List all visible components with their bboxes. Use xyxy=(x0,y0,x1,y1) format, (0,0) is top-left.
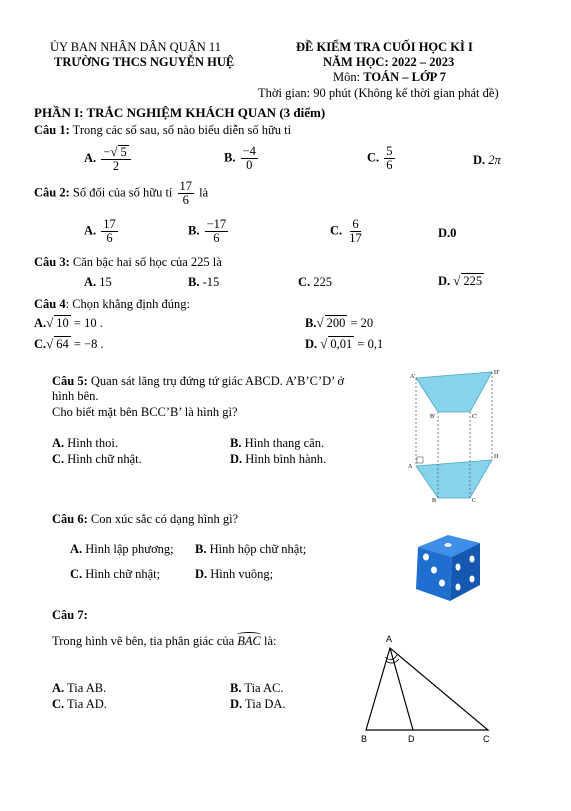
label-b: B xyxy=(361,734,368,744)
option-letter: D. xyxy=(230,697,243,711)
fraction xyxy=(205,218,229,245)
pip xyxy=(431,567,437,574)
sign: − xyxy=(103,145,111,159)
school-year: NĂM HỌC: 2022 – 2023 xyxy=(323,55,455,69)
question-label: Câu 3: xyxy=(34,255,70,269)
question-tail: là: xyxy=(260,634,277,648)
option-letter: A. xyxy=(70,542,83,556)
label-a: A xyxy=(408,464,413,470)
question-text: Số đối của số hữu tỉ xyxy=(69,185,173,200)
denominator: 6 xyxy=(386,158,393,173)
question-text: Trong hình vẽ bên, tia phân giác của xyxy=(52,634,238,648)
option-letter: C. xyxy=(330,223,343,238)
dice-image xyxy=(408,531,488,603)
option-letter: A. xyxy=(34,316,47,330)
q5-option-a xyxy=(52,436,118,451)
label-c: C xyxy=(483,734,490,744)
district-name: ỦY BAN NHÂN DÂN QUẬN 11 xyxy=(50,40,221,54)
numerator: 6 xyxy=(352,217,359,231)
q2-option-d: D.0 xyxy=(438,226,457,240)
q4-option-c: C.√ 64 = −8 . xyxy=(34,336,104,351)
option-value: Hình chữ nhật; xyxy=(82,567,161,581)
option-value: Tia DA. xyxy=(242,697,286,711)
q6-option-d xyxy=(195,567,273,582)
option-letter: A. xyxy=(52,436,65,450)
fraction xyxy=(384,145,394,172)
option-letter: A. xyxy=(84,223,97,238)
option-letter: C. xyxy=(367,150,380,165)
pip xyxy=(456,584,461,591)
q3-option-a xyxy=(84,275,112,290)
fraction: $\frac{-√ 5}{2}$ xyxy=(101,145,130,173)
option-letter: D. xyxy=(230,452,243,466)
option-letter: C. xyxy=(52,452,65,466)
school-name: TRƯỜNG THCS NGUYỄN HUỆ xyxy=(54,55,235,69)
option-value: Tia AD. xyxy=(64,697,107,711)
subject: TOÁN – LỚP 7 xyxy=(363,70,446,84)
denominator: 6 xyxy=(182,193,189,208)
denominator: 0 xyxy=(246,158,253,173)
q7-option-b xyxy=(230,681,284,696)
fraction xyxy=(101,218,118,245)
q3-option-d: D. √ 225 xyxy=(438,273,483,288)
pip xyxy=(423,554,429,561)
angle-symbol: BAC xyxy=(237,634,261,648)
label-a1: A' xyxy=(410,374,416,380)
label-b1: B' xyxy=(430,414,436,420)
pip xyxy=(470,576,475,583)
pip xyxy=(439,580,445,587)
right-angle-mark xyxy=(417,457,423,463)
radicand: 0,01 xyxy=(330,337,353,351)
question-text: Trong các số sau, số nào biểu diễn số hữu tỉ xyxy=(69,123,292,137)
option-letter: B. xyxy=(188,223,200,238)
question-1 xyxy=(34,123,291,138)
label-d1: D' xyxy=(494,370,500,376)
option-value: Tia AB. xyxy=(64,681,107,695)
option-value: 15 xyxy=(96,275,112,289)
q3-option-c xyxy=(298,275,332,290)
prism-figure xyxy=(402,366,512,506)
question-7-text xyxy=(52,634,277,649)
q3-option-b xyxy=(188,275,219,290)
option-rest: = 20 xyxy=(347,316,374,330)
pip xyxy=(445,543,452,547)
label-b: B xyxy=(432,498,437,504)
fraction xyxy=(347,218,364,245)
radicand: 5 xyxy=(120,145,127,159)
q2-option-a xyxy=(84,218,120,245)
q6-option-b xyxy=(195,542,306,557)
q4-option-d: D. √ 0,01 = 0,1 xyxy=(305,336,384,351)
question-text: Con xúc sắc có dạng hình gì? xyxy=(87,512,239,526)
option-letter: B. xyxy=(195,542,207,556)
option-letter: B. xyxy=(224,150,236,165)
question-text: Quan sát lăng trụ đứng tứ giác ABCD. A’B’C’D’ ở xyxy=(87,374,345,388)
option-value: Hình thoi. xyxy=(64,436,118,450)
question-7-label: Câu 7: xyxy=(52,608,88,622)
triangle-abc xyxy=(366,648,488,730)
option-rest: = 0,1 xyxy=(354,337,384,351)
fraction xyxy=(178,180,195,207)
numerator: 17 xyxy=(103,217,116,231)
option-value: Hình chữ nhật. xyxy=(64,452,142,466)
q1-option-a xyxy=(84,145,133,173)
denominator: 6 xyxy=(106,231,113,246)
option-letter: B. xyxy=(305,316,317,330)
option-letter: A. xyxy=(84,151,97,165)
option-letter: C. xyxy=(52,697,65,711)
option-letter: A. xyxy=(52,681,65,695)
numerator: 17 xyxy=(179,179,193,193)
denominator: 6 xyxy=(213,231,220,246)
question-text: Căn bậc hai số học của 225 là xyxy=(69,255,222,269)
option-letter: B. xyxy=(188,275,200,289)
numerator: −4 xyxy=(242,144,256,158)
q2-option-b xyxy=(188,218,230,245)
question-tail: là xyxy=(199,185,209,200)
denominator: 2 xyxy=(112,159,120,174)
section-title: PHẦN I: TRẮC NGHIỆM KHÁCH QUAN (3 điểm) xyxy=(34,105,326,120)
label-d: D xyxy=(494,454,499,460)
pip xyxy=(456,564,461,571)
q1-option-c xyxy=(367,145,397,172)
q6-option-a xyxy=(70,542,174,557)
q4-option-a: A.√ 10 = 10 . xyxy=(34,315,103,330)
pip xyxy=(470,556,475,563)
option-letter: B. xyxy=(230,436,242,450)
q7-option-a xyxy=(52,681,106,696)
option-letter: D. xyxy=(305,337,318,351)
option-value: 225 xyxy=(310,275,333,289)
option-rest: = −8 . xyxy=(70,337,104,351)
question-label: Câu 5: xyxy=(52,374,88,388)
radicand: 200 xyxy=(326,316,346,330)
option-value: Hình vuông; xyxy=(207,567,274,581)
label-a: A xyxy=(386,634,393,644)
top-face xyxy=(416,372,492,412)
q4-option-b: B.√ 200 = 20 xyxy=(305,315,374,330)
radicand: 10 xyxy=(56,316,69,330)
option-value: 2π xyxy=(488,153,501,167)
q2-option-c xyxy=(330,218,366,245)
option-value: Hình lập phương; xyxy=(82,542,174,556)
segment-ad xyxy=(390,648,413,730)
question-label: Câu 4 xyxy=(34,297,66,311)
option-letter: D. xyxy=(438,274,451,288)
question-5-line-2: hình bên. xyxy=(52,389,99,403)
question-5-line-3: Cho biết mặt bên BCC’B’ là hình gì? xyxy=(52,405,238,419)
radicand: 225 xyxy=(463,274,483,288)
question-label: Câu 6: xyxy=(52,512,88,526)
q5-option-b xyxy=(230,436,324,451)
label-c1: C' xyxy=(472,414,478,420)
option-value: Hình hộp chữ nhật; xyxy=(206,542,307,556)
q6-option-c xyxy=(70,567,160,582)
q1-option-d xyxy=(473,153,501,168)
label-c: C xyxy=(472,498,477,504)
subject-prefix: Môn: xyxy=(333,70,364,84)
radicand: 64 xyxy=(56,337,69,351)
q7-option-c xyxy=(52,697,107,712)
question-label: Câu 2: xyxy=(34,185,70,200)
numerator: 5 xyxy=(386,144,393,158)
option-letter: A. xyxy=(84,275,97,289)
exam-title: ĐỀ KIỂM TRA CUỐI HỌC KÌ I xyxy=(296,40,473,54)
option-value: -15 xyxy=(199,275,220,289)
option-value: Tia AC. xyxy=(241,681,284,695)
option-rest: = 10 . xyxy=(70,316,103,330)
triangle-figure xyxy=(356,628,496,746)
fraction xyxy=(241,145,258,172)
question-label: Câu 1: xyxy=(34,123,70,137)
option-letter: C. xyxy=(298,275,311,289)
question-text: : Chọn khẳng định đúng: xyxy=(65,297,190,311)
bottom-face xyxy=(416,460,492,498)
time-limit: Thời gian: 90 phút (Không kể thời gian phát đề) xyxy=(258,86,499,100)
question-5-line-1 xyxy=(52,374,344,389)
q5-option-c xyxy=(52,452,142,467)
question-4 xyxy=(34,297,190,312)
q1-option-b xyxy=(224,145,260,172)
option-letter: D. xyxy=(195,567,208,581)
option-value: Hình thang cân. xyxy=(241,436,325,450)
question-2 xyxy=(34,180,208,207)
label-d: D xyxy=(408,734,415,744)
question-6 xyxy=(52,512,238,527)
option-letter: D. xyxy=(473,153,486,167)
question-3 xyxy=(34,255,222,270)
option-letter: B. xyxy=(230,681,242,695)
option-value: Hình bình hành. xyxy=(242,452,327,466)
denominator: 17 xyxy=(349,231,362,246)
option-letter: C. xyxy=(34,337,47,351)
numerator: −17 xyxy=(206,217,227,231)
option-letter: C. xyxy=(70,567,83,581)
q7-option-d xyxy=(230,697,286,712)
q5-option-d xyxy=(230,452,326,467)
subject-line xyxy=(333,70,446,85)
